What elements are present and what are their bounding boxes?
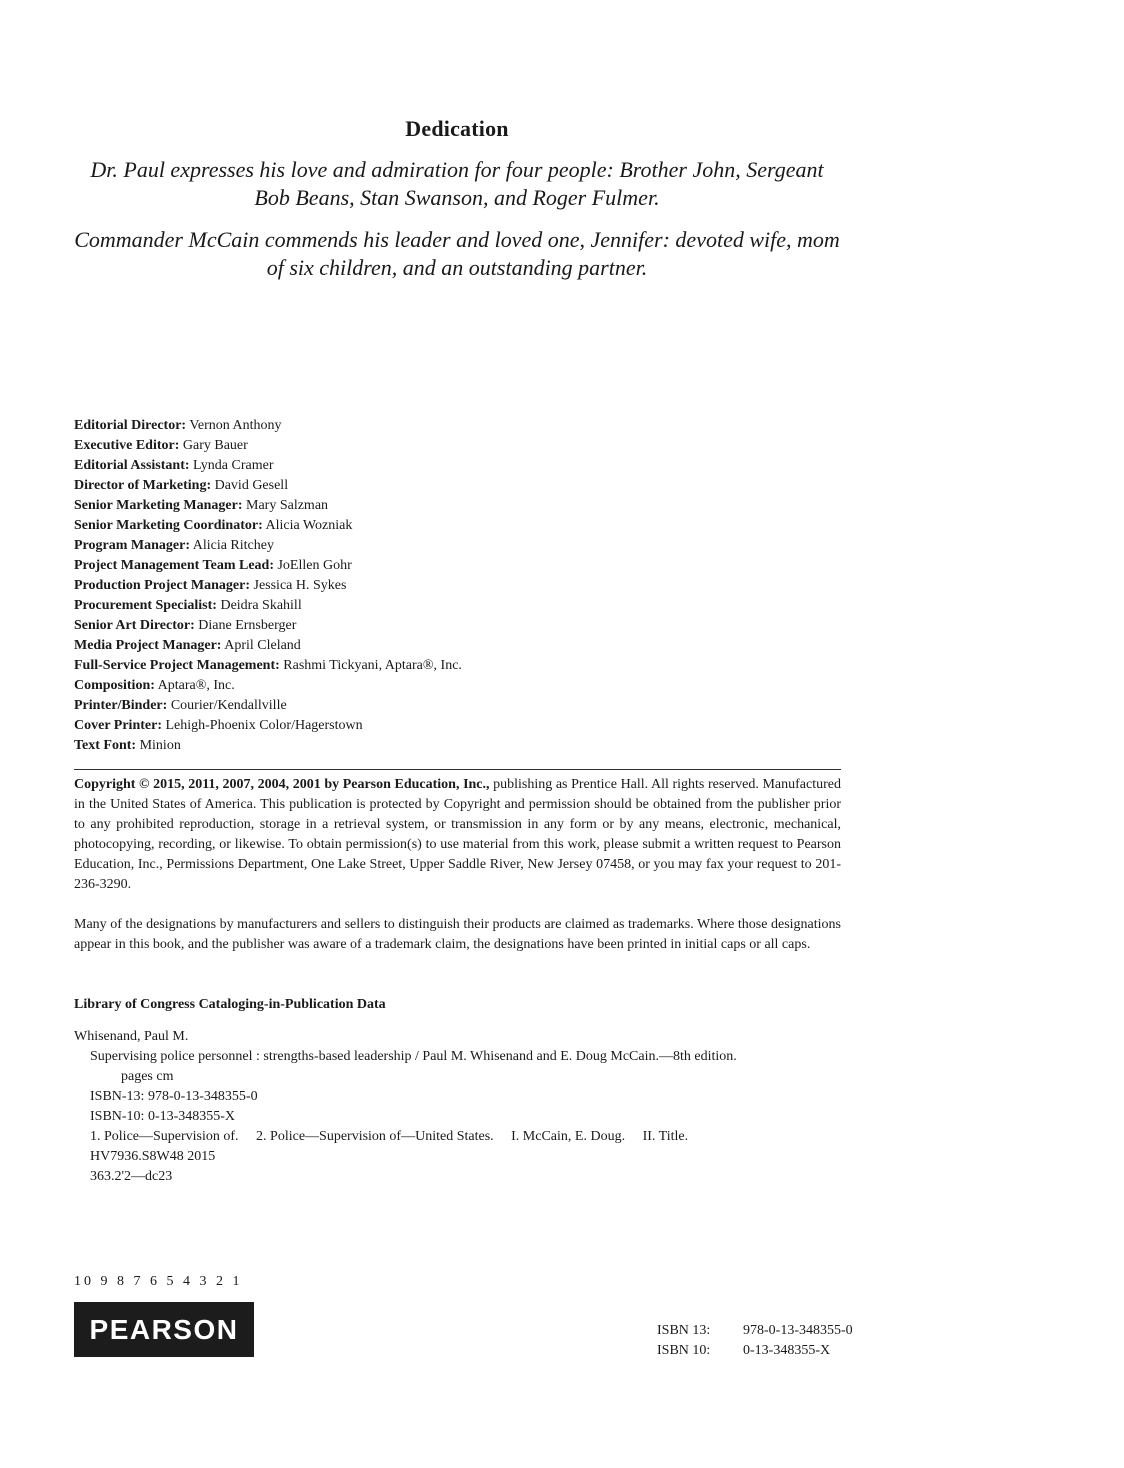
isbn-value: 978-0-13-348355-0 xyxy=(743,1323,853,1338)
print-line: 10 9 8 7 6 5 4 3 2 1 xyxy=(74,1274,243,1289)
cip-subject: 2. Police—Supervision of—United States. xyxy=(256,1129,494,1144)
credit-name: Alicia Wozniak xyxy=(265,518,353,533)
credit-role: Media Project Manager: xyxy=(74,638,222,653)
cip-subject: 1. Police—Supervision of. xyxy=(90,1129,239,1144)
copyright-lead: Copyright © 2015, 2011, 2007, 2004, 2001 by Pearson Education, Inc., xyxy=(74,777,490,792)
credit-role: Senior Marketing Coordinator: xyxy=(74,518,263,533)
credit-role: Editorial Assistant: xyxy=(74,458,190,473)
credit-name: Rashmi Tickyani, Aptara®, Inc. xyxy=(283,658,462,673)
credit-name: April Cleland xyxy=(224,638,301,653)
isbn-block xyxy=(657,1321,853,1361)
credit-row xyxy=(74,476,834,496)
cip-pages: pages cm xyxy=(121,1069,174,1084)
credit-role: Director of Marketing: xyxy=(74,478,212,493)
isbn-label: ISBN 13: xyxy=(657,1323,711,1338)
credit-role: Senior Marketing Manager: xyxy=(74,498,243,513)
cip-heading: Library of Congress Cataloging-in-Publication Data xyxy=(74,997,386,1012)
cip-lc-call-number: HV7936.S8W48 2015 xyxy=(90,1149,216,1164)
credit-role: Composition: xyxy=(74,678,155,693)
cip-isbn13: ISBN-13: 978-0-13-348355-0 xyxy=(90,1089,258,1104)
credit-role: Senior Art Director: xyxy=(74,618,195,633)
credit-name: Gary Bauer xyxy=(182,438,248,453)
credit-role: Procurement Specialist: xyxy=(74,598,217,613)
credit-role: Executive Editor: xyxy=(74,438,180,453)
isbn-row xyxy=(657,1321,853,1341)
credit-name: Courier/Kendallville xyxy=(170,698,287,713)
credit-name: JoEllen Gohr xyxy=(277,558,352,573)
credit-row xyxy=(74,456,834,476)
credit-row xyxy=(74,496,834,516)
credit-row xyxy=(74,436,834,456)
isbn-label: ISBN 10: xyxy=(657,1343,711,1358)
credit-role: Printer/Binder: xyxy=(74,698,168,713)
credit-row xyxy=(74,596,834,616)
pearson-logo xyxy=(74,1302,254,1357)
credit-name: Alicia Ritchey xyxy=(192,538,274,553)
credit-role: Text Font: xyxy=(74,738,137,753)
cip-dewey: 363.2'2—dc23 xyxy=(90,1169,173,1184)
cip-title-line: Supervising police personnel : strengths-based leadership / Paul M. Whisenand and E. Doug McCain.—8th edition. xyxy=(90,1049,737,1064)
credit-role: Production Project Manager: xyxy=(74,578,250,593)
section-divider xyxy=(74,769,841,770)
dedication-title: Dedication xyxy=(405,116,509,141)
credit-role: Full-Service Project Management: xyxy=(74,658,280,673)
credit-row xyxy=(74,736,834,756)
credit-row xyxy=(74,696,834,716)
credit-name: Jessica H. Sykes xyxy=(253,578,347,593)
copyright-body: publishing as Prentice Hall. All rights reserved. Manufactured in the United States of America. This publication is protected by Copyright and permission should be obtained from the publisher prior to any prohibited reproduction, storage in a retrieval system, or transmission in any form or by any means, electronic, mechanical, photocopying, recording, or likewise. To obtain permission(s) to use material from this work, please submit a written request to Pearson Education, Inc., Permissions Department, One Lake Street, Upper Saddle River, New Jersey 07458, or you may fax your request to 201-236-3290. xyxy=(74,777,841,892)
isbn-value: 0-13-348355-X xyxy=(743,1343,831,1358)
credit-row xyxy=(74,576,834,596)
logo-text: PEARSON xyxy=(89,1313,239,1345)
dedication-paragraph: Commander McCain commends his leader and loved one, Jennifer: devoted wife, mom of six children, and an outstanding partner. xyxy=(74,227,840,280)
trademark-notice: Many of the designations by manufacturers and sellers to distinguish their products are claimed as trademarks. Where those designations appear in this book, and the publisher was aware of a trademark claim, the designations have been printed in initial caps or all caps. xyxy=(74,917,841,952)
credit-row xyxy=(74,636,834,656)
credit-row xyxy=(74,656,834,676)
credit-name: Mary Salzman xyxy=(246,498,329,513)
credit-name: Diane Ernsberger xyxy=(198,618,297,633)
credit-name: Vernon Anthony xyxy=(189,418,282,433)
credit-role: Editorial Director: xyxy=(74,418,187,433)
credit-role: Project Management Team Lead: xyxy=(74,558,274,573)
credit-name: Aptara®, Inc. xyxy=(157,678,235,693)
copyright-notice xyxy=(74,775,841,895)
credit-row xyxy=(74,616,834,636)
credit-row xyxy=(74,716,834,736)
cip-record xyxy=(74,1027,841,1187)
credit-row xyxy=(74,416,834,436)
credit-role: Cover Printer: xyxy=(74,718,162,733)
dedication-paragraph: Dr. Paul expresses his love and admiration for four people: Brother John, Sergeant Bob Beans, Stan Swanson, and Roger Fulmer. xyxy=(90,157,824,210)
credit-name: Minion xyxy=(139,738,181,753)
credit-row xyxy=(74,676,834,696)
credit-name: Lehigh-Phoenix Color/Hagerstown xyxy=(165,718,363,733)
cip-subject: I. McCain, E. Doug. xyxy=(511,1129,626,1144)
credit-row xyxy=(74,536,834,556)
credit-row xyxy=(74,516,834,536)
credit-row xyxy=(74,556,834,576)
credit-name: David Gesell xyxy=(214,478,289,493)
credit-name: Lynda Cramer xyxy=(193,458,274,473)
credit-role: Program Manager: xyxy=(74,538,190,553)
credit-name: Deidra Skahill xyxy=(220,598,302,613)
isbn-row xyxy=(657,1341,853,1361)
cip-subjects xyxy=(74,1127,841,1147)
cip-subject: II. Title. xyxy=(642,1129,689,1144)
cip-isbn10: ISBN-10: 0-13-348355-X xyxy=(90,1109,236,1124)
credits-list xyxy=(74,416,834,756)
cip-author: Whisenand, Paul M. xyxy=(74,1029,189,1044)
